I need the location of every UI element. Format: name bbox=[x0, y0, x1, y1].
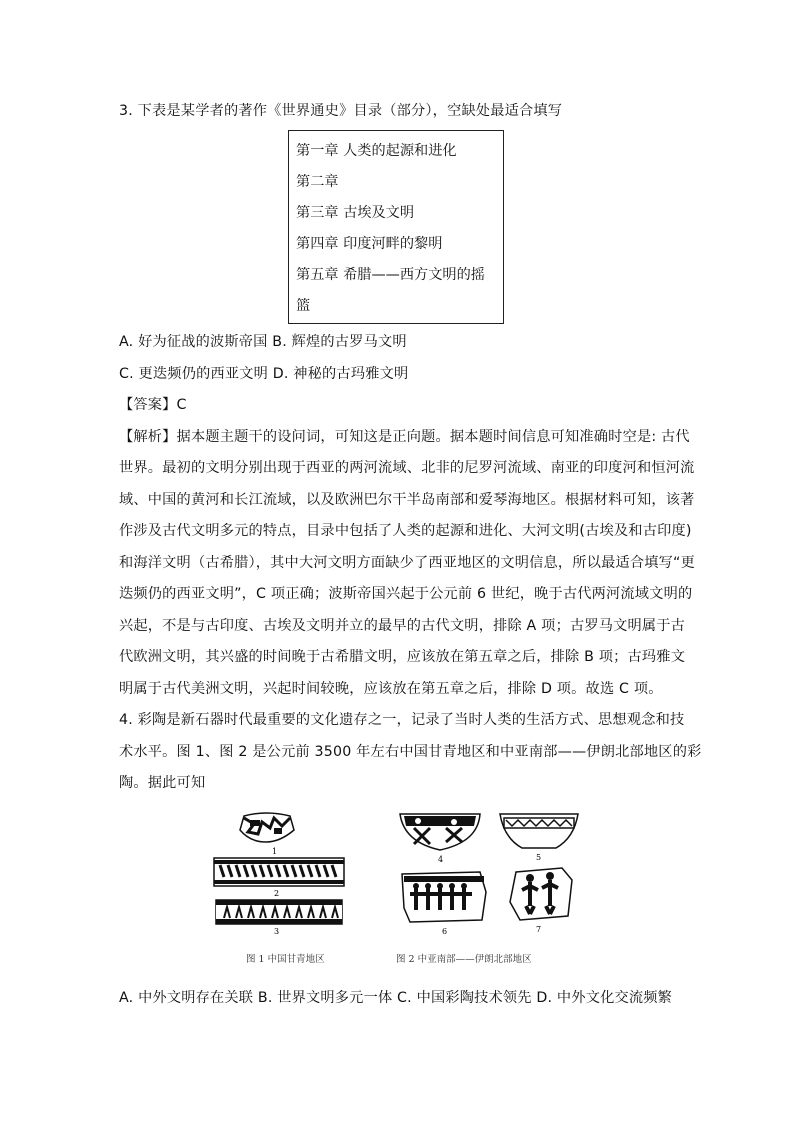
q3-options-row2: C. 更迭频仍的西亚文明 D. 神秘的古玛雅文明 bbox=[119, 366, 409, 382]
analysis-line: 兴起，不是与古印度、古埃及文明并立的最早的古代文明，排除 A 项；古罗马文明属于古 bbox=[119, 618, 686, 634]
q3-options-row1: A. 好为征战的波斯帝国 B. 辉煌的古罗马文明 bbox=[119, 334, 407, 350]
analysis-line: 【解析】据本题主题干的设问词，可知这是正向题。据本题时间信息可知准确时空是: 古代 bbox=[119, 429, 690, 445]
item-number: 5 bbox=[536, 853, 542, 862]
toc-table bbox=[288, 130, 504, 324]
analysis-line: 域、中国的黄河和长江流域，以及欧洲巴尔干半岛南部和爱琴海地区。根据材料可知，该著 bbox=[119, 492, 695, 508]
item-number: 4 bbox=[438, 855, 444, 864]
q4-options: A. 中外文明存在关联 B. 世界文明多元一体 C. 中国彩陶技术领先 D. 中外文化交流频繁 bbox=[119, 990, 673, 1006]
fig1-caption: 图 1 中国甘青地区 bbox=[246, 954, 325, 965]
pottery-1 bbox=[240, 813, 294, 842]
analysis-line: 世界。最初的文明分别出现于西亚的两河流域、北非的尼罗河流域、南亚的印度河和恒河流 bbox=[119, 460, 695, 476]
fig2-caption: 图 2 中亚南部——伊朗北部地区 bbox=[396, 954, 532, 965]
toc-chapter-1: 第一章 人类的起源和进化 bbox=[296, 143, 457, 159]
toc-chapter-5: 第五章 希腊——西方文明的摇 bbox=[296, 267, 485, 283]
analysis-line: 迭频仍的西亚文明”，C 项正确；波斯帝国兴起于公元前 6 世纪，晚于古代两河流域文明的 bbox=[119, 586, 693, 602]
pottery-3 bbox=[216, 900, 342, 924]
pottery-6 bbox=[402, 872, 486, 922]
q4-stem-line: 4. 彩陶是新石器时代最重要的文化遗存之一，记录了当时人类的生活方式、思想观念和技 bbox=[119, 712, 685, 728]
toc-chapter-4: 第四章 印度河畔的黎明 bbox=[296, 236, 443, 252]
toc-chapter-2: 第二章 bbox=[296, 174, 339, 190]
toc-chapter-5-cont: 篮 bbox=[296, 298, 311, 314]
q3-answer: 【答案】C bbox=[119, 397, 187, 413]
analysis-line: 代欧洲文明，其兴盛的时间晚于古希腊文明，应该放在第五章之后，排除 B 项；古玛雅文 bbox=[119, 649, 686, 665]
item-number: 1 bbox=[272, 847, 278, 856]
toc-chapter-3: 第三章 古埃及文明 bbox=[296, 205, 415, 221]
item-number: 3 bbox=[274, 927, 280, 936]
analysis-line: 明属于古代美洲文明，兴起时间较晚，应该放在第五章之后，排除 D 项。故选 C 项。 bbox=[119, 681, 663, 697]
q3-stem: 3. 下表是某学者的著作《世界通史》目录（部分），空缺处最适合填写 bbox=[119, 103, 563, 119]
analysis-line: 和海洋文明（古希腊），其中大河文明方面缺少了西亚地区的文明信息，所以最适合填写“更 bbox=[119, 555, 695, 571]
pottery-4 bbox=[400, 814, 480, 850]
item-number: 2 bbox=[274, 889, 280, 898]
q4-stem-line: 术水平。图 1、图 2 是公元前 3500 年左右中国甘青地区和中亚南部——伊朗北部地区的彩 bbox=[119, 744, 702, 760]
pottery-5 bbox=[500, 814, 578, 848]
pottery-7 bbox=[510, 868, 572, 920]
q4-stem-line: 陶。据此可知 bbox=[119, 775, 206, 791]
pottery-2 bbox=[214, 858, 344, 886]
pottery-illustration bbox=[210, 808, 590, 968]
pottery-figure bbox=[210, 808, 590, 968]
item-number: 6 bbox=[442, 927, 448, 936]
item-number: 7 bbox=[536, 925, 542, 934]
analysis-line: 作涉及古代文明多元的特点，目录中包括了人类的起源和进化、大河文明(古埃及和古印度) bbox=[119, 523, 692, 539]
